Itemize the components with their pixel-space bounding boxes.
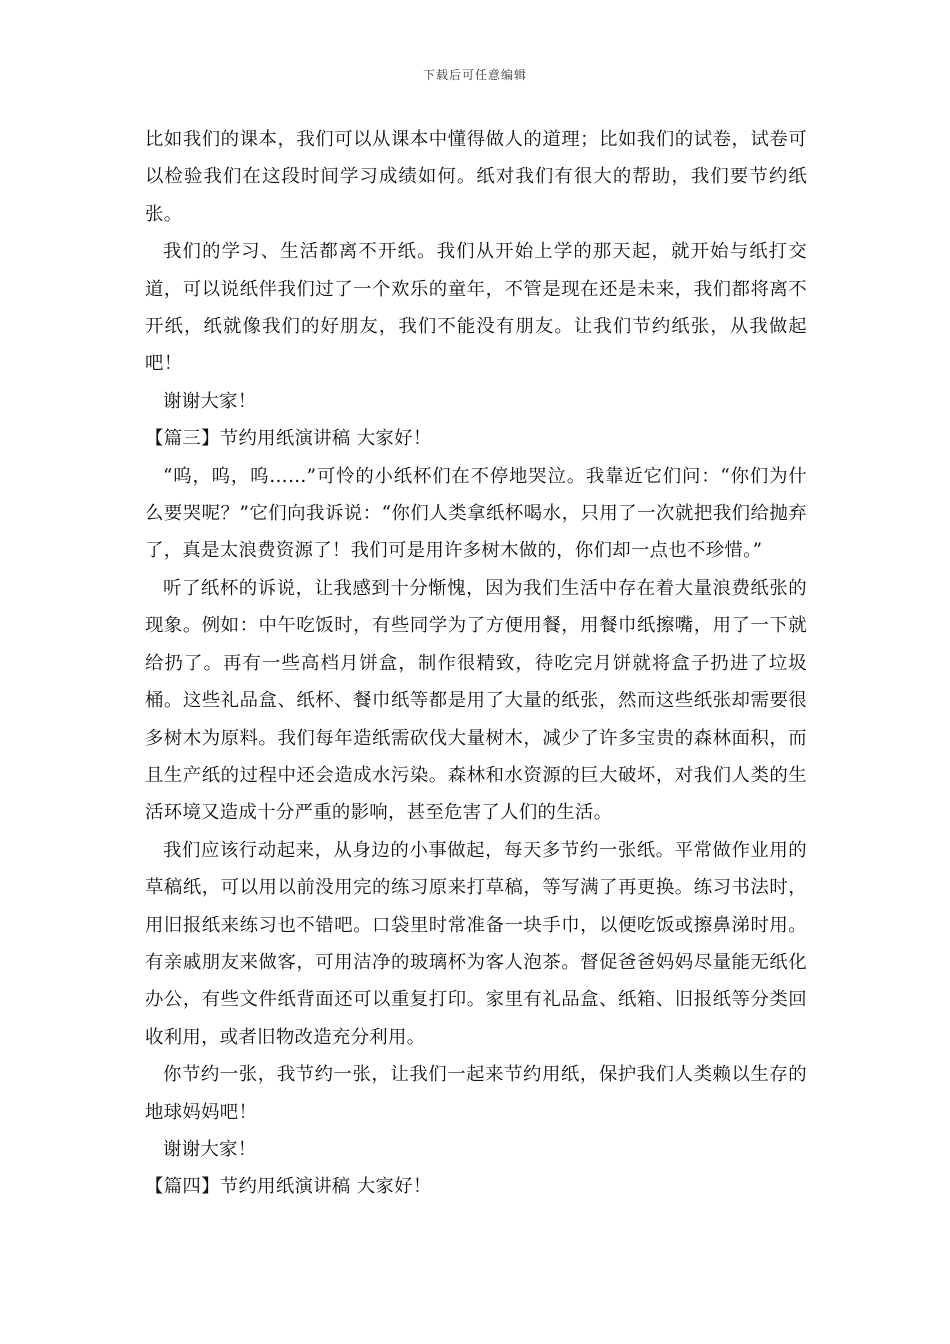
paragraph: 听了纸杯的诉说，让我感到十分惭愧，因为我们生活中存在着大量浪费纸张的现象。例如：中午吃饭时，有些同学为了方便用餐，用餐巾纸擦嘴，用了一下就给扔了。再有一些高档月饼盒，制作很精致，待吃完月饼就将盒子扔进了垃圾桶。这些礼品盒、纸杯、餐巾纸等都是用了大量的纸张，然而这些纸张却需要很多树木为原料。我们每年造纸需砍伐大量树木，减少了许多宝贵的森林面积，而且生产纸的过程中还会造成水污染。森林和水资源的巨大破坏，对我们人类的生活环境又造成十分严重的影响，甚至危害了人们的生活。: [145, 577, 807, 824]
page-header: 下载后可任意编辑: [422, 68, 527, 82]
closing-thanks: 谢谢大家！: [163, 390, 257, 412]
section-heading-part-four: 【篇四】节约用纸演讲稿 大家好！: [145, 1176, 432, 1198]
paragraph: 我们应该行动起来，从身边的小事做起，每天多节约一张纸。平常做作业用的草稿纸，可以用以前没用完的练习原来打草稿，等写满了再更换。练习书法时，用旧报纸来练习也不错吧。口袋里时常准备一块手巾，以便吃饭或擦鼻涕时用。有亲戚朋友来做客，可用洁净的玻璃杯为客人泡茶。督促爸爸妈妈尽量能无纸化办公，有些文件纸背面还可以重复打印。家里有礼品盒、纸箱、旧报纸等分类回收利用，或者旧物改造充分利用。: [145, 839, 807, 1048]
document-body: [145, 121, 807, 1206]
closing-thanks: 谢谢大家！: [163, 1138, 257, 1160]
paragraph: 你节约一张，我节约一张，让我们一起来节约用纸，保护我们人类赖以生存的地球妈妈吧！: [145, 1064, 807, 1123]
paragraph-continuation: 比如我们的课本，我们可以从课本中懂得做人的道理；比如我们的试卷，试卷可以检验我们在这段时间学习成绩如何。纸对我们有很大的帮助，我们要节约纸张。: [145, 129, 807, 225]
section-heading-part-three: 【篇三】节约用纸演讲稿 大家好！: [145, 428, 432, 450]
paragraph: 我们的学习、生活都离不开纸。我们从开始上学的那天起，就开始与纸打交道，可以说纸伴我们过了一个欢乐的童年，不管是现在还是未来，我们都将离不开纸，纸就像我们的好朋友，我们不能没有朋友。让我们节约纸张，从我做起吧！: [145, 241, 807, 375]
paragraph: “呜，呜，呜……”可怜的小纸杯们在不停地哭泣。我靠近它们问：“你们为什么要哭呢？”它们向我诉说：“你们人类拿纸杯喝水，只用了一次就把我们给抛弃了，真是太浪费资源了！我们可是用许多树木做的，你们却一点也不珍惜。”: [145, 465, 807, 562]
